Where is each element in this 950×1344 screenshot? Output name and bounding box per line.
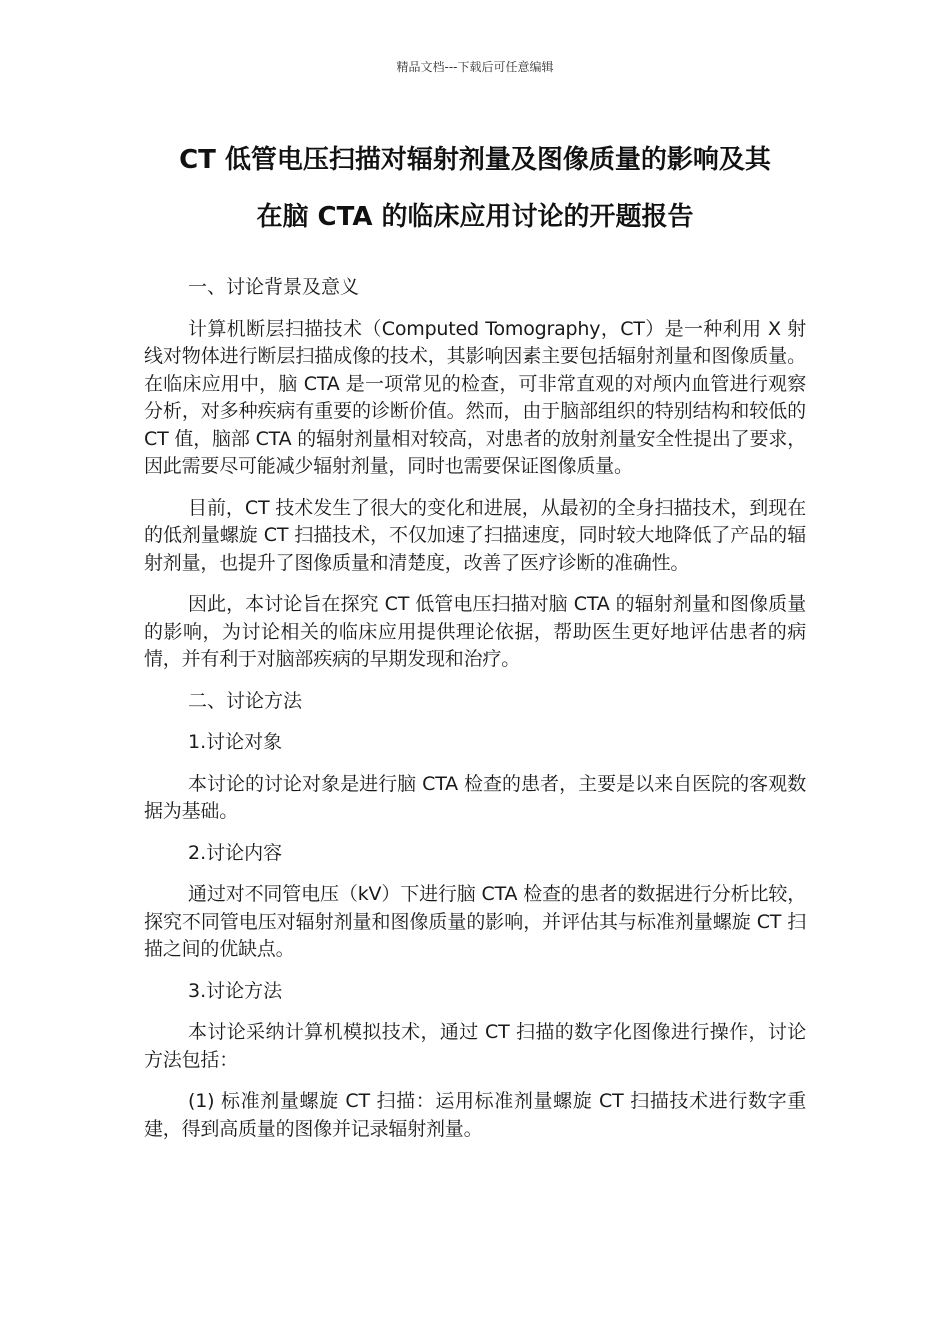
section-1-paragraph-3: 因此，本讨论旨在探究 CT 低管电压扫描对脑 CTA 的辐射剂量和图像质量的影响，为讨论相关的临床应用提供理论依据，帮助医生更好地评估患者的病情，并有利于对脑部疾病的早期发现和治疗。 xyxy=(144,593,806,670)
subsection-3-heading: 3.讨论方法 xyxy=(188,979,283,1002)
subsection-2-heading: 2.讨论内容 xyxy=(188,841,283,864)
section-1-paragraph-2: 目前，CT 技术发生了很大的变化和进展，从最初的全身扫描技术，到现在的低剂量螺旋 CT 扫描技术，不仅加速了扫描速度，同时较大地降低了产品的辐射剂量，也提升了图像质量和清楚度，改善了医疗诊断的准确性。 xyxy=(144,496,806,574)
subsection-3-paragraph: 本讨论采纳计算机模拟技术，通过 CT 扫描的数字化图像进行操作，讨论方法包括： xyxy=(144,1021,806,1071)
subsection-1-paragraph: 本讨论的讨论对象是进行脑 CTA 检查的患者，主要是以来自医院的客观数据为基础。 xyxy=(144,772,806,822)
title-line-1: CT 低管电压扫描对辐射剂量及图像质量的影响及其 xyxy=(179,145,771,175)
section-1-heading: 一、讨论背景及意义 xyxy=(188,276,360,298)
subsection-2-paragraph: 通过对不同管电压（kV）下进行脑 CTA 检查的患者的数据进行分析比较，探究不同管电压对辐射剂量和图像质量的影响，并评估其与标准剂量螺旋 CT 扫描之间的优缺点。 xyxy=(144,883,806,960)
section-1-paragraph-1: 计算机断层扫描技术（Computed Tomography，CT）是一种利用 X 射线对物体进行断层扫描成像的技术，其影响因素主要包括辐射剂量和图像质量。在临床应用中，脑 CTA 是一项常见的检查，可非常直观的对颅内血管进行观察分析，对多种疾病有重要的诊断价值。然而，由于脑部组织的特别结构和较低的 CT 值，脑部 CTA 的辐射剂量相对较高，对患者的放射剂量安全性提出了要求，因此需要尽可能减少辐射剂量，同时也需要保证图像质量。 xyxy=(144,317,806,477)
subsection-1-heading: 1.讨论对象 xyxy=(188,731,283,753)
document-body xyxy=(144,274,806,1157)
section-2-heading: 二、讨论方法 xyxy=(188,689,303,712)
method-item-1: (1) 标准剂量螺旋 CT 扫描：运用标准剂量螺旋 CT 扫描技术进行数字重建，得到高质量的图像并记录辐射剂量。 xyxy=(144,1090,806,1140)
header-note: 精品文档---下载后可任意编辑 xyxy=(396,60,554,74)
title-line-2: 在脑 CTA 的临床应用讨论的开题报告 xyxy=(256,202,694,232)
document-title xyxy=(120,132,830,246)
